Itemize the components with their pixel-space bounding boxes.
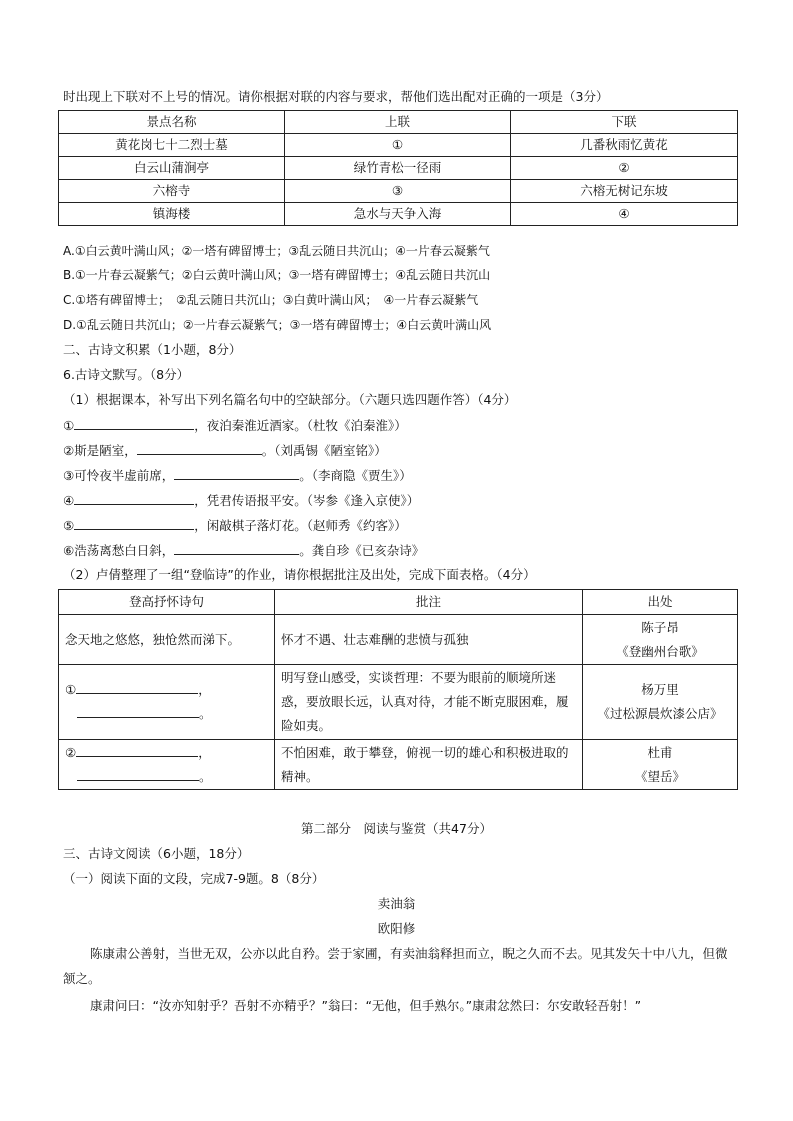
fill-prefix: ⑤ xyxy=(63,518,75,533)
table-row xyxy=(59,740,738,790)
table-cell: 六榕寺 xyxy=(59,180,285,203)
note-cell: 不怕困难，敢于攀登，俯视一切的雄心和积极进取的精神。 xyxy=(275,740,583,790)
table-cell: ② xyxy=(511,157,738,180)
answer-blank[interactable] xyxy=(77,767,199,781)
verse-cell xyxy=(59,665,275,740)
source-title: 《过松源晨炊漆公店》 xyxy=(597,706,723,721)
table-cell: 六榕无树记东坡 xyxy=(511,180,738,203)
note-cell: 怀才不遇、壮志难酬的悲愤与孤独 xyxy=(275,615,583,665)
answer-blank[interactable] xyxy=(74,491,194,505)
verse-cell: 念天地之悠悠，独怆然而涕下。 xyxy=(59,615,275,665)
article-author: 欧阳修 xyxy=(377,921,416,936)
answer-blank[interactable] xyxy=(76,743,198,757)
fill-suffix: ，闲敲棋子落灯花。（赵师秀《约客》） xyxy=(194,518,407,533)
table-cell: 几番秋雨忆黄花 xyxy=(511,134,738,157)
header-cell: 批注 xyxy=(275,590,583,615)
answer-blank[interactable] xyxy=(137,441,262,455)
fill-line-3 xyxy=(63,466,412,485)
fill-line-5 xyxy=(63,516,407,535)
answer-blank[interactable] xyxy=(174,541,299,555)
table-row xyxy=(59,157,738,180)
table-header-row xyxy=(59,590,738,615)
source-cell xyxy=(583,665,738,740)
table-cell: 黄花岗七十二烈士墓 xyxy=(59,134,285,157)
punctuation: ， xyxy=(198,682,211,697)
header-cell: 景点名称 xyxy=(59,111,285,134)
punctuation: 。 xyxy=(199,768,212,784)
fill-suffix: ，凭君传语报平安。（岑参《逢入京使》） xyxy=(194,493,420,508)
table-row xyxy=(59,615,738,665)
table-cell: 镇海楼 xyxy=(59,203,285,226)
article-title: 卖油翁 xyxy=(377,896,416,911)
fill-line-2 xyxy=(63,441,387,460)
table-cell: ③ xyxy=(285,180,511,203)
article-paragraph-1: 陈康肃公善射，当世无双，公亦以此自矜。尝于家圃，有卖油翁释担而立，睨之久而不去。见其发矢十中八九，但微颔之。 xyxy=(63,946,728,986)
source-author: 杨万里 xyxy=(641,682,679,697)
option-d: D.①乱云随日共沉山；②一片春云凝紫气；③一塔有碑留博士；④白云黄叶满山风 xyxy=(63,318,492,332)
subsection-title: （一）阅读下面的文段，完成7-9题。8（8分） xyxy=(63,871,325,886)
fill-prefix: ③可怜夜半虚前席， xyxy=(63,468,175,483)
table-cell: 绿竹青松一径雨 xyxy=(285,157,511,180)
verse-number: ② xyxy=(65,744,77,760)
fill-prefix: ① xyxy=(63,418,75,433)
section2-title: 二、古诗文积累（1小题，8分） xyxy=(63,342,242,357)
source-cell xyxy=(583,740,738,790)
fill-line-4 xyxy=(63,491,419,510)
answer-blank[interactable] xyxy=(76,680,198,694)
option-a: A.①白云黄叶满山风；②一塔有碑留博士；③乱云随日共沉山；④一片春云凝紫气 xyxy=(63,244,490,258)
source-cell xyxy=(583,615,738,665)
fill-prefix: ②斯是陋室， xyxy=(63,443,137,458)
fill-prefix: ④ xyxy=(63,493,75,508)
fill-suffix: 。龚自珍《已亥杂诗》 xyxy=(299,543,425,558)
source-title: 《望岳》 xyxy=(634,768,685,784)
article-paragraph-2: 康肃问曰：“汝亦知射乎？吾射不亦精乎？”翁曰：“无他，但手熟尔。”康肃忿然曰：尔安敢轻吾射！” xyxy=(90,998,642,1013)
header-cell: 登高抒怀诗句 xyxy=(59,590,275,615)
source-author: 杜甫 xyxy=(647,744,673,760)
table-cell: ④ xyxy=(511,203,738,226)
option-c: C.①塔有碑留博士； ②乱云随日共沉山；③白黄叶满山风； ④一片春云凝紫气 xyxy=(63,293,479,307)
section3-title: 三、古诗文阅读（6小题，18分） xyxy=(63,846,250,861)
fill-suffix: 。（刘禹锡《陋室铭》） xyxy=(261,443,387,458)
verse-number: ① xyxy=(65,682,77,697)
table-row xyxy=(59,665,738,740)
intro-line: 时出现上下联对不上号的情况。请你根据对联的内容与要求，帮他们选出配对正确的一项是（3分） xyxy=(63,89,609,104)
q6-sub1: （1）根据课本，补写出下列名篇名句中的空缺部分。（六题只选四题作答）（4分） xyxy=(63,392,517,407)
part2-title: 第二部分 阅读与鉴赏（共47分） xyxy=(301,821,492,836)
punctuation: 。 xyxy=(199,706,212,721)
verse-cell xyxy=(59,740,275,790)
table-row xyxy=(59,180,738,203)
option-b: B.①一片春云凝紫气；②白云黄叶满山风；③一塔有碑留博士；④乱云随日共沉山 xyxy=(63,268,491,282)
fill-suffix: ，夜泊秦淮近酒家。（杜牧《泊秦淮》） xyxy=(194,418,407,433)
fill-line-6 xyxy=(63,541,424,560)
q6-sub2: （2）卢倩整理了一组“登临诗”的作业，请你根据批注及出处，完成下面表格。（4分） xyxy=(63,567,536,582)
answer-blank[interactable] xyxy=(74,516,194,530)
table-cell: 白云山蒲涧亭 xyxy=(59,157,285,180)
header-cell: 出处 xyxy=(583,590,738,615)
answer-blank[interactable] xyxy=(77,704,199,718)
table-row xyxy=(59,203,738,226)
note-cell: 明写登山感受，实谈哲理：不要为眼前的顺境所迷惑，要放眼长远，认真对待，才能不断克服困难，履险如夷。 xyxy=(275,665,583,740)
fill-line-1 xyxy=(63,416,407,435)
header-cell: 上联 xyxy=(285,111,511,134)
table-row xyxy=(59,134,738,157)
source-title: 《登幽州台歌》 xyxy=(616,643,704,659)
poem-table xyxy=(58,589,738,790)
punctuation: ， xyxy=(198,744,211,760)
table-cell: 急水与天争入海 xyxy=(285,203,511,226)
fill-suffix: 。（李商隐《贾生》） xyxy=(299,468,412,483)
q6-title: 6.古诗文默写。（8分） xyxy=(63,367,190,382)
couplet-table xyxy=(58,110,738,226)
table-cell: ① xyxy=(285,134,511,157)
source-author: 陈子昂 xyxy=(641,619,679,635)
fill-prefix: ⑥浩荡离愁白日斜， xyxy=(63,543,175,558)
table-header-row xyxy=(59,111,738,134)
answer-blank[interactable] xyxy=(74,416,194,430)
header-cell: 下联 xyxy=(511,111,738,134)
answer-blank[interactable] xyxy=(174,466,299,480)
